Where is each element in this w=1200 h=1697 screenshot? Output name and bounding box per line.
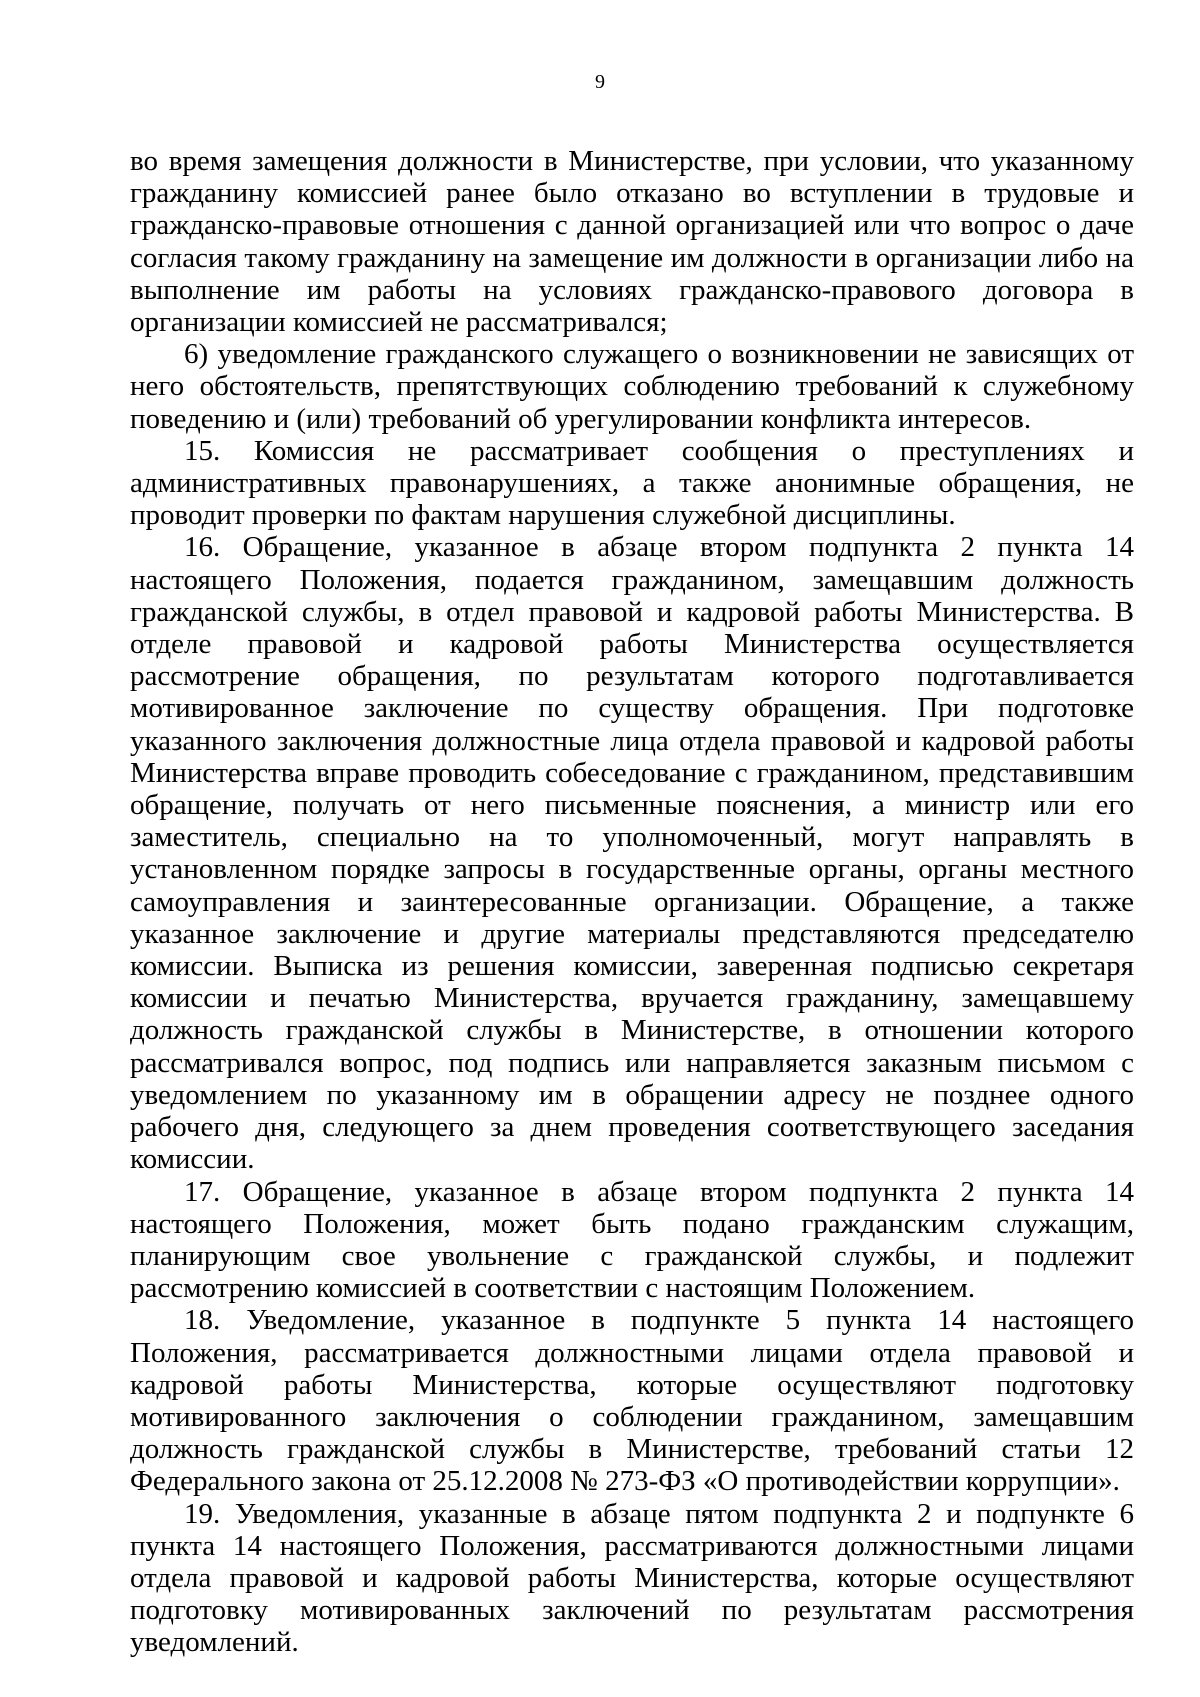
document-body [130, 145, 1134, 1659]
paragraph-clause-16: 16. Обращение, указанное в абзаце втором подпункта 2 пункта 14 настоящего Положения, подается гражданином, замещавшим должность гражданской службы, в отдел правовой и кадровой работы Министерства. В отделе правовой и кадровой работы Министерства осуществляется рассмотрение обращения, по результатам которого подготавливается мотивированное заключение по существу обращения. При подготовке указанного заключения должностные лица отдела правовой и кадровой работы Министерства вправе проводить собеседование с гражданином, представившим обращение, получать от него письменные пояснения, а министр или его заместитель, специально на то уполномоченный, могут направлять в установленном порядке запросы в государственные органы, органы местного самоуправления и заинтересованные организации. Обращение, а также указанное заключение и другие материалы представляются председателю комиссии. Выписка из решения комиссии, заверенная подписью секретаря комиссии и печатью Министерства, вручается гражданину, замещавшему должность гражданской службы в Министерстве, в отношении которого рассматривался вопрос, под подпись или направляется заказным письмом с уведомлением по указанному им в обращении адресу не позднее одного рабочего дня, следующего за днем проведения соответствующего заседания комиссии. [130, 531, 1134, 1176]
paragraph-clause-17: 17. Обращение, указанное в абзаце втором подпункта 2 пункта 14 настоящего Положения, может быть подано гражданским служащим, планирующим свое увольнение с гражданской службы, и подлежит рассмотрению комиссией в соответствии с настоящим Положением. [130, 1175, 1134, 1305]
paragraph-item-6: 6) уведомление гражданского служащего о возникновении не зависящих от него обстоятельств, препятствующих соблюдению требований к служебному поведению и (или) требований об урегулировании конфликта интересов. [130, 338, 1134, 435]
paragraph-continuation: во время замещения должности в Министерстве, при условии, что указанному гражданину комиссией ранее было отказано во вступлении в трудовые и гражданско-правовые отношения с данной организацией или что вопрос о даче согласия такому гражданину на замещение им должности в организации либо на выполнение им работы на условиях гражданско-правового договора в организации комиссией не рассматривался; [130, 145, 1134, 339]
paragraph-clause-18: 18. Уведомление, указанное в подпункте 5 пункта 14 настоящего Положения, рассматривается должностными лицами отдела правовой и кадровой работы Министерства, которые осуществляют подготовку мотивированного заключения о соблюдении гражданином, замещавшим должность гражданской службы в Министерстве, требований статьи 12 Федерального закона от 25.12.2008 № 273-ФЗ «О противодействии коррупции». [130, 1304, 1134, 1498]
page-number: 9 [595, 71, 605, 93]
paragraph-clause-15: 15. Комиссия не рассматривает сообщения о преступлениях и административных правонарушениях, а также анонимные обращения, не проводит проверки по фактам нарушения служебной дисциплины. [130, 434, 1134, 532]
paragraph-clause-19: 19. Уведомления, указанные в абзаце пятом подпункта 2 и подпункте 6 пункта 14 настоящего Положения, рассматриваются должностными лицами отдела правовой и кадровой работы Министерства, которые осуществляют подготовку мотивированных заключений по результатам рассмотрения уведомлений. [130, 1497, 1134, 1659]
